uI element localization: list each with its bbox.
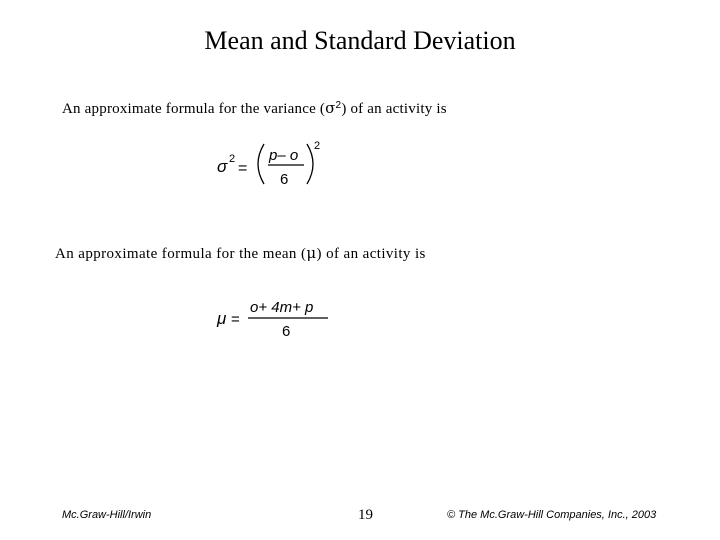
mean-numerator: o+ 4m+ p (250, 299, 314, 316)
sigma-symbol: σ (325, 99, 336, 117)
mean-formula (214, 292, 344, 344)
variance-lhs-symbol: σ (217, 157, 228, 176)
variance-text-after: ) of an activity is (341, 101, 447, 117)
slide-title: Mean and Standard Deviation (204, 26, 516, 55)
page-number: 19 (358, 507, 373, 523)
mean-description (55, 244, 426, 263)
variance-equals: = (238, 160, 248, 177)
footer-copyright: © The Mc.Graw-Hill Companies, Inc., 2003 (447, 509, 657, 521)
variance-outer-exponent: 2 (314, 140, 321, 152)
mean-equals: = (231, 311, 240, 328)
right-paren (307, 144, 313, 184)
variance-formula (214, 134, 334, 194)
variance-lhs-exponent: 2 (229, 153, 236, 165)
variance-numerator: p– o (269, 147, 299, 164)
mu-symbol: μ (306, 244, 317, 262)
variance-denominator: 6 (280, 171, 289, 188)
variance-exponent: 2 (335, 100, 342, 111)
variance-text-before: An approximate formula for the variance ( (62, 101, 326, 117)
mean-text-after: ) of an activity is (316, 246, 426, 262)
footer-publisher: Mc.Graw-Hill/Irwin (62, 509, 152, 521)
mean-lhs-symbol: μ (217, 309, 227, 328)
mean-text-before: An approximate formula for the mean ( (55, 246, 307, 262)
mean-denominator: 6 (282, 323, 291, 340)
variance-description (62, 99, 447, 118)
left-paren (258, 144, 264, 184)
